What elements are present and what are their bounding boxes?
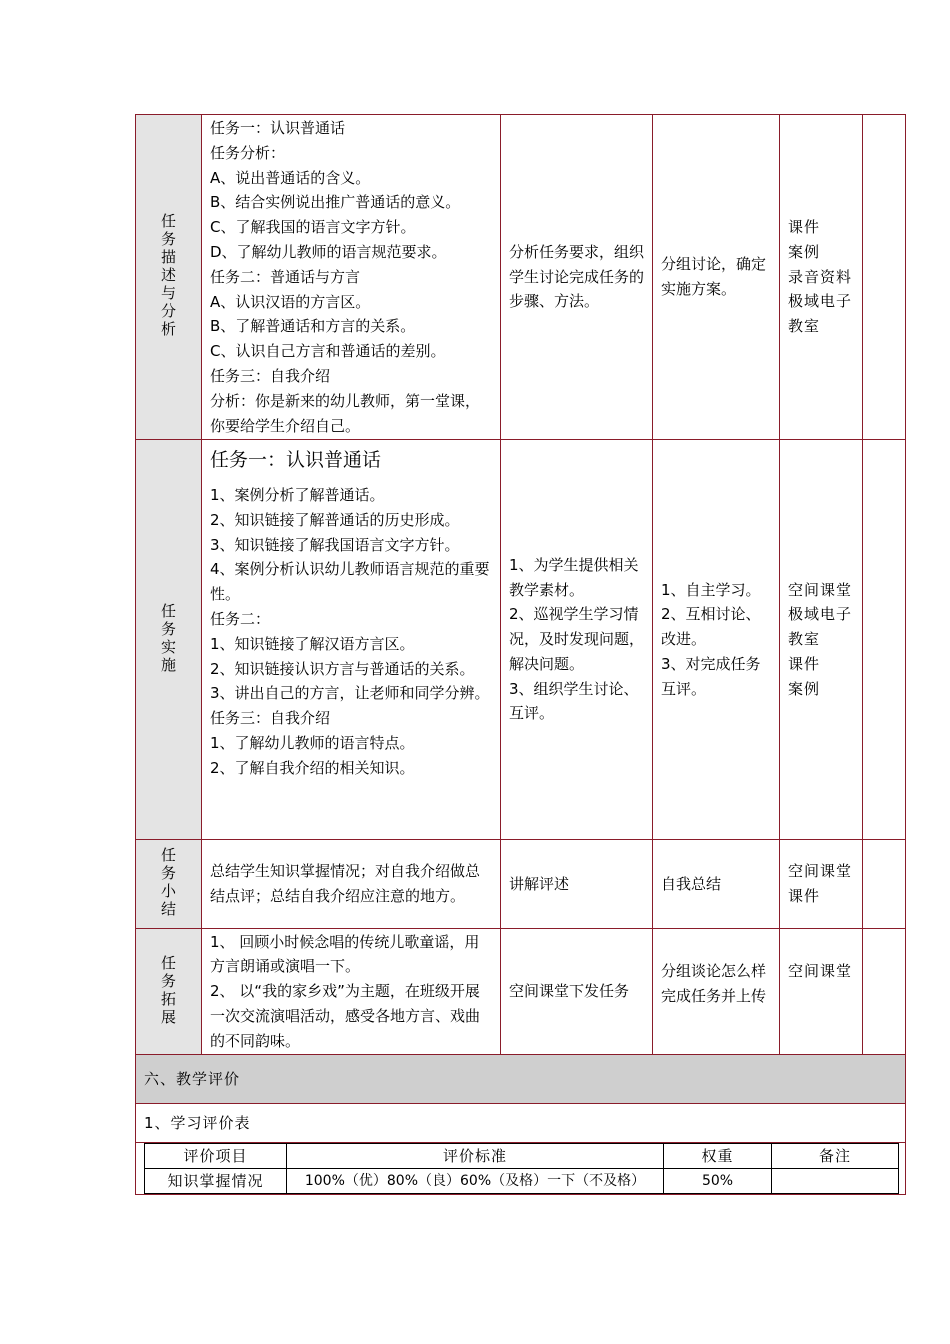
content-line: 任务三：自我介绍 xyxy=(210,709,331,728)
task-extension-row xyxy=(136,929,906,1055)
empty-cell xyxy=(863,840,906,929)
eval-cell-weight: 50% xyxy=(664,1169,772,1194)
content-line: 2、 以“我的家乡戏”为主题，在班级开展一次交流演唱活动，感受各地方言、戏曲的不同韵味。 xyxy=(210,982,481,1050)
content-cell xyxy=(202,929,501,1055)
content-line: 3、讲出自己的方言，让老师和同学分辨。 xyxy=(210,684,490,703)
content-line: A、认识汉语的方言区。 xyxy=(210,292,371,311)
teacher-item: 3、组织学生讨论、互评。 xyxy=(509,679,639,723)
resource-item: 课件 xyxy=(788,654,821,673)
task-description-row xyxy=(136,115,906,440)
resource-item: 课件 xyxy=(788,218,821,236)
content-line: A、说出普通话的含义。 xyxy=(210,168,371,187)
empty-cell xyxy=(863,115,906,440)
content-line: 3、知识链接了解我国语言文字方针。 xyxy=(210,535,460,554)
resource-item: 空间课堂 xyxy=(788,862,853,881)
content-line: 1、知识链接了解汉语方言区。 xyxy=(210,634,415,653)
content-line: 1、了解幼儿教师的语言特点。 xyxy=(210,733,415,752)
resource-item: 空间课堂 xyxy=(788,580,853,599)
eval-table-holder xyxy=(136,1143,906,1195)
section-header-row xyxy=(136,1055,906,1104)
student-item: 3、对完成任务互评。 xyxy=(661,654,761,698)
row-label: 任务拓展 xyxy=(160,953,176,1026)
resource-item: 课件 xyxy=(788,887,821,905)
content-line: D、了解幼儿教师的语言规范要求。 xyxy=(210,242,447,261)
content-line: 任务分析： xyxy=(210,143,286,162)
content-line: 1、 回顾小时候念唱的传统儿歌童谣，用方言朗诵或演唱一下。 xyxy=(210,932,480,976)
content-line: C、了解我国的语言文字方针。 xyxy=(210,218,416,237)
student-activity-cell xyxy=(653,440,780,840)
resource-item: 案例 xyxy=(788,242,821,261)
content-line: 总结学生知识掌握情况；对自我介绍做总结点评；总结自我介绍应注意的地方。 xyxy=(210,862,481,905)
subsection-row xyxy=(136,1104,906,1143)
lesson-plan-table xyxy=(135,114,906,1195)
resource-item: 案例 xyxy=(788,679,821,698)
teacher-activity-cell: 讲解评述 xyxy=(501,840,653,929)
task-summary-row xyxy=(136,840,906,929)
content-heading: 任务一：认识普通话 xyxy=(210,449,382,471)
content-line: C、认识自己方言和普通话的差别。 xyxy=(210,342,446,361)
task-implementation-row xyxy=(136,440,906,840)
eval-header-cell: 备注 xyxy=(772,1144,899,1169)
content-cell xyxy=(202,840,501,929)
student-item: 1、自主学习。 xyxy=(661,580,761,599)
content-line: 2、了解自我介绍的相关知识。 xyxy=(210,758,415,777)
content-line: 分析：你是新来的幼儿教师，第一堂课，你要给学生介绍自己。 xyxy=(210,391,481,435)
teacher-activity-cell: 分析任务要求，组织学生讨论完成任务的步骤、方法。 xyxy=(501,115,653,440)
empty-cell xyxy=(863,440,906,840)
teacher-activity-cell: 空间课堂下发任务 xyxy=(501,929,653,1055)
student-activity-cell: 自我总结 xyxy=(653,840,780,929)
eval-header-cell: 评价项目 xyxy=(145,1144,287,1169)
content-line: 任务一：认识普通话 xyxy=(210,119,346,137)
row-label: 任务实施 xyxy=(160,601,176,674)
eval-cell-item: 知识掌握情况 xyxy=(145,1169,287,1194)
content-line: B、了解普通话和方言的关系。 xyxy=(210,317,416,336)
eval-data-row xyxy=(145,1169,899,1194)
row-label-cell xyxy=(136,115,202,440)
row-label: 任务小结 xyxy=(160,846,176,919)
eval-header-cell: 权重 xyxy=(664,1144,772,1169)
teacher-item: 2、巡视学生学习情况，及时发现问题，解决问题。 xyxy=(509,605,645,673)
content-line: 任务二：普通话与方言 xyxy=(210,267,361,286)
content-cell xyxy=(202,440,501,840)
content-line: B、结合实例说出推广普通话的意义。 xyxy=(210,193,461,212)
subsection-title: 1、学习评价表 xyxy=(136,1104,906,1143)
eval-cell-standard: 100%（优）80%（良）60%（及格）一下（不及格） xyxy=(287,1169,664,1194)
content-cell xyxy=(202,115,501,440)
resource-item: 极域电子教室 xyxy=(788,605,853,649)
empty-cell xyxy=(863,929,906,1055)
teacher-activity-cell xyxy=(501,440,653,840)
section-title: 六、教学评价 xyxy=(136,1055,906,1104)
content-line: 任务二： xyxy=(210,609,271,628)
row-label-cell xyxy=(136,840,202,929)
content-line: 1、案例分析了解普通话。 xyxy=(210,486,385,504)
content-line: 任务三：自我介绍 xyxy=(210,366,331,385)
teacher-item: 1、为学生提供相关教学素材。 xyxy=(509,555,639,599)
content-line: 2、知识链接了解普通话的历史形成。 xyxy=(210,510,460,529)
resources-cell xyxy=(780,440,863,840)
row-label: 任务描述与分析 xyxy=(160,212,176,339)
content-line: 2、知识链接认识方言与普通话的关系。 xyxy=(210,659,475,678)
eval-header-cell: 评价标准 xyxy=(287,1144,664,1169)
eval-table-row xyxy=(136,1143,906,1195)
resource-item: 空间课堂 xyxy=(788,962,853,980)
eval-cell-note xyxy=(772,1169,899,1194)
student-activity-cell: 分组讨论，确定实施方案。 xyxy=(653,115,780,440)
eval-header-row xyxy=(145,1144,899,1169)
student-item: 2、互相讨论、改进。 xyxy=(661,605,761,649)
resources-cell xyxy=(780,115,863,440)
row-label-cell xyxy=(136,929,202,1055)
resource-item: 录音资料 xyxy=(788,267,853,286)
lesson-plan-table-wrapper xyxy=(135,114,905,1195)
content-line: 4、案例分析认识幼儿教师语言规范的重要性。 xyxy=(210,560,490,604)
student-activity-cell: 分组谈论怎么样完成任务并上传 xyxy=(653,929,780,1055)
resources-cell xyxy=(780,840,863,929)
evaluation-table xyxy=(144,1143,899,1194)
resources-cell xyxy=(780,929,863,1055)
row-label-cell xyxy=(136,440,202,840)
resource-item: 极域电子教室 xyxy=(788,292,853,336)
